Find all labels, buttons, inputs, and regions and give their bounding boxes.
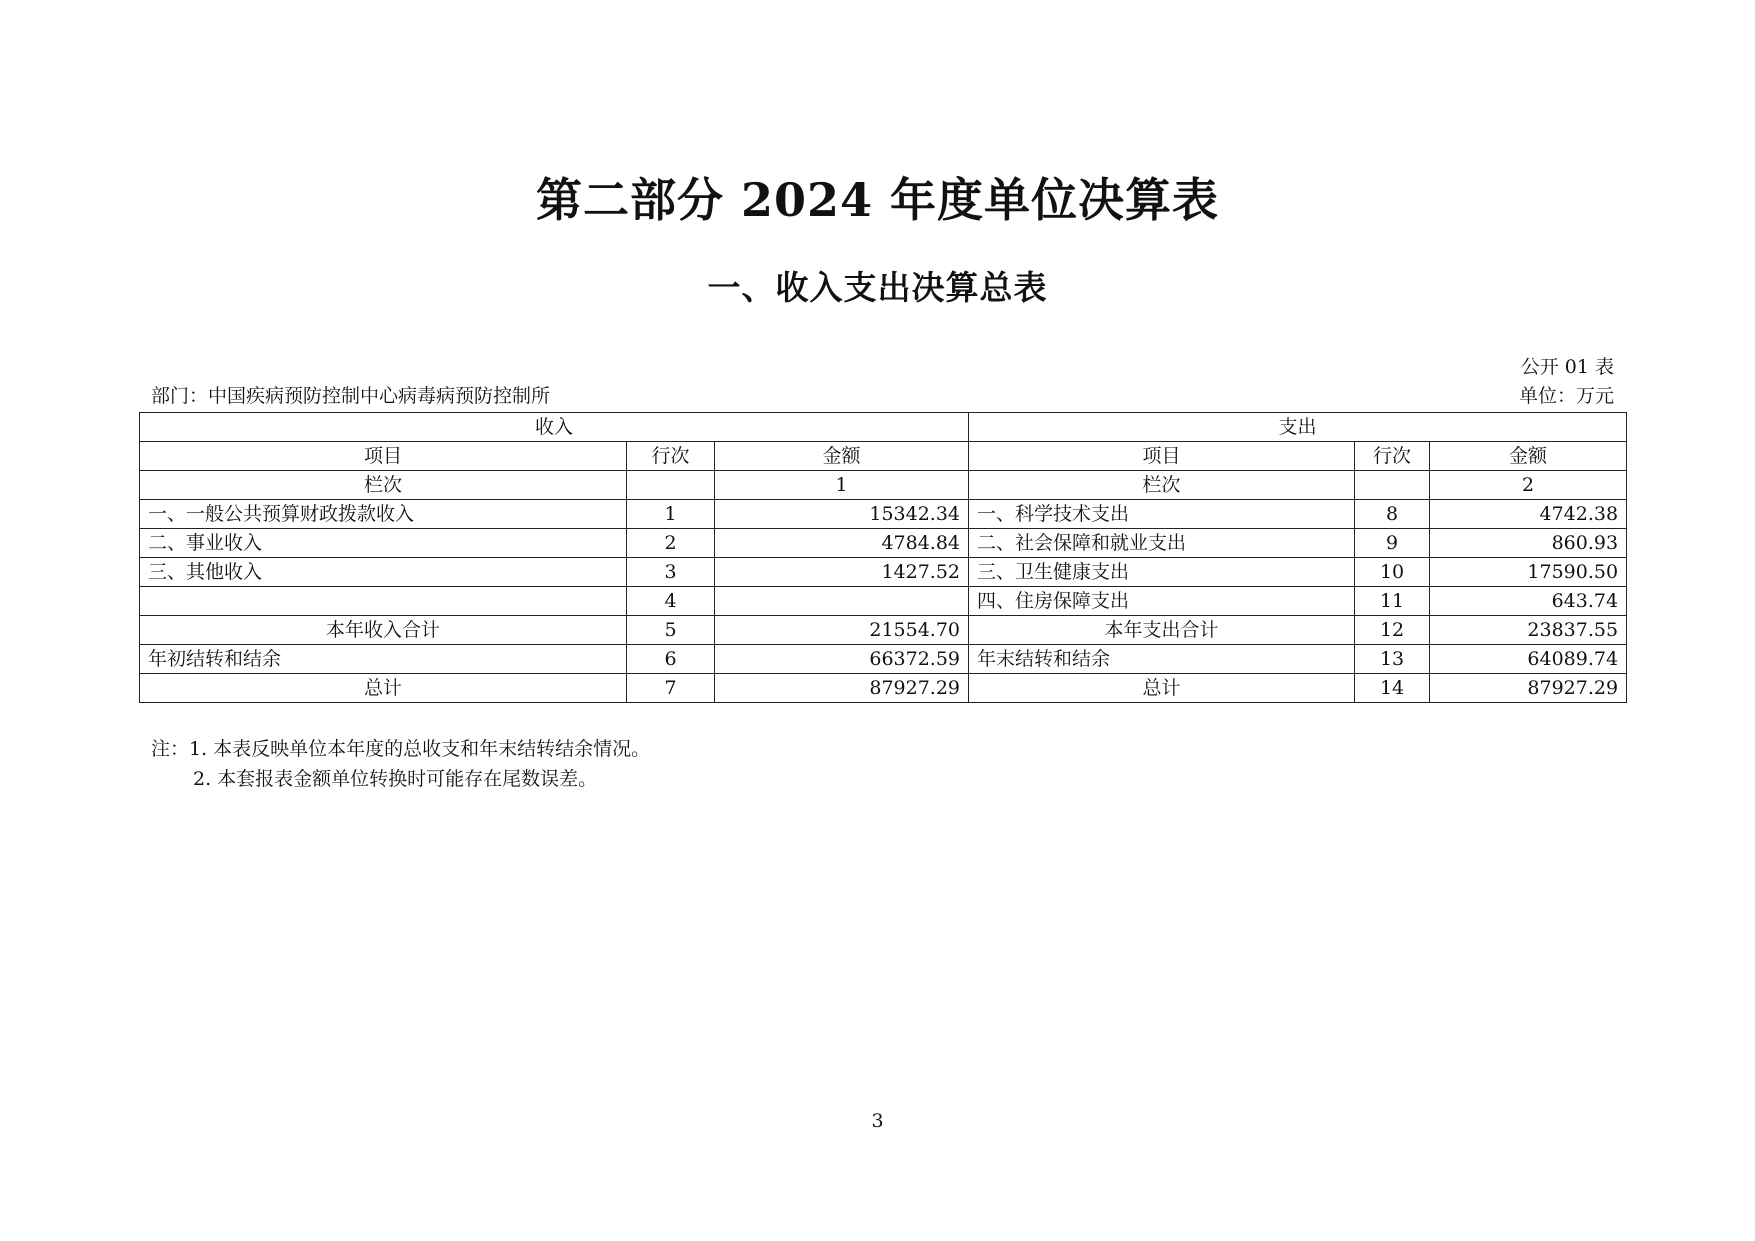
- table-row: [140, 500, 1627, 529]
- income-item: 三、其他收入: [140, 558, 627, 587]
- income-row-no: 1: [627, 500, 715, 529]
- income-item: [140, 587, 627, 616]
- column-index-row: [140, 471, 1627, 500]
- income-item-header: 项目: [140, 442, 627, 471]
- expense-row-no: 8: [1355, 500, 1430, 529]
- table-row: [140, 645, 1627, 674]
- expense-row-no: 10: [1355, 558, 1430, 587]
- expense-item: 一、科学技术支出: [969, 500, 1355, 529]
- income-item: 本年收入合计: [140, 616, 627, 645]
- income-row-no: 4: [627, 587, 715, 616]
- total-row: [140, 674, 1627, 703]
- expense-item: 二、社会保障和就业支出: [969, 529, 1355, 558]
- income-item: 总计: [140, 674, 627, 703]
- expense-row-no: 13: [1355, 645, 1430, 674]
- expense-amount: 4742.38: [1430, 500, 1627, 529]
- note-line: 注：1. 本表反映单位本年度的总收支和年末结转结余情况。: [151, 738, 651, 760]
- note-line: 2. 本套报表金额单位转换时可能存在尾数误差。: [193, 768, 598, 790]
- income-amount: 66372.59: [715, 645, 969, 674]
- income-col-index: 1: [715, 471, 969, 500]
- expense-item: 本年支出合计: [969, 616, 1355, 645]
- income-item: 年初结转和结余: [140, 645, 627, 674]
- table-row: [140, 529, 1627, 558]
- income-amount: 4784.84: [715, 529, 969, 558]
- expense-col-index: 2: [1430, 471, 1627, 500]
- expense-row-no: 12: [1355, 616, 1430, 645]
- expense-item-header: 项目: [969, 442, 1355, 471]
- income-col-index-label: 栏次: [140, 471, 627, 500]
- page-title: 第二部分 2024 年度单位决算表: [535, 173, 1220, 227]
- expense-item: 年末结转和结余: [969, 645, 1355, 674]
- income-section-header: 收入: [140, 413, 969, 442]
- expense-amount: 87927.29: [1430, 674, 1627, 703]
- expense-item: 四、住房保障支出: [969, 587, 1355, 616]
- income-amount: 1427.52: [715, 558, 969, 587]
- table-row: [140, 587, 1627, 616]
- table-title: 一、收入支出决算总表: [707, 268, 1048, 307]
- expense-amount: 643.74: [1430, 587, 1627, 616]
- table-row: [140, 558, 1627, 587]
- income-col-index-blank: [627, 471, 715, 500]
- income-amount: 21554.70: [715, 616, 969, 645]
- income-row-no-header: 行次: [627, 442, 715, 471]
- expense-row-no-header: 行次: [1355, 442, 1430, 471]
- income-row-no: 2: [627, 529, 715, 558]
- expense-amount: 860.93: [1430, 529, 1627, 558]
- expense-col-index-blank: [1355, 471, 1430, 500]
- income-row-no: 6: [627, 645, 715, 674]
- income-item: 二、事业收入: [140, 529, 627, 558]
- income-expense-table: [139, 412, 1627, 703]
- department-label: 部门：中国疾病预防控制中心病毒病预防控制所: [151, 385, 551, 407]
- column-header-row: [140, 442, 1627, 471]
- income-amount: 87927.29: [715, 674, 969, 703]
- expense-amount: 23837.55: [1430, 616, 1627, 645]
- expense-amount: 64089.74: [1430, 645, 1627, 674]
- expense-section-header: 支出: [969, 413, 1627, 442]
- expense-row-no: 14: [1355, 674, 1430, 703]
- form-number: 公开 01 表: [1520, 356, 1614, 378]
- income-amount: 15342.34: [715, 500, 969, 529]
- subtotal-row: [140, 616, 1627, 645]
- income-row-no: 3: [627, 558, 715, 587]
- income-item: 一、一般公共预算财政拨款收入: [140, 500, 627, 529]
- expense-col-index-label: 栏次: [969, 471, 1355, 500]
- income-amount-header: 金额: [715, 442, 969, 471]
- income-amount: [715, 587, 969, 616]
- unit-label: 单位：万元: [1518, 385, 1614, 407]
- expense-item: 总计: [969, 674, 1355, 703]
- page-number: 3: [871, 1110, 884, 1132]
- expense-row-no: 9: [1355, 529, 1430, 558]
- expense-row-no: 11: [1355, 587, 1430, 616]
- income-row-no: 7: [627, 674, 715, 703]
- notes-section: [151, 734, 650, 794]
- expense-item: 三、卫生健康支出: [969, 558, 1355, 587]
- income-row-no: 5: [627, 616, 715, 645]
- expense-amount: 17590.50: [1430, 558, 1627, 587]
- section-header-row: [140, 413, 1627, 442]
- expense-amount-header: 金额: [1430, 442, 1627, 471]
